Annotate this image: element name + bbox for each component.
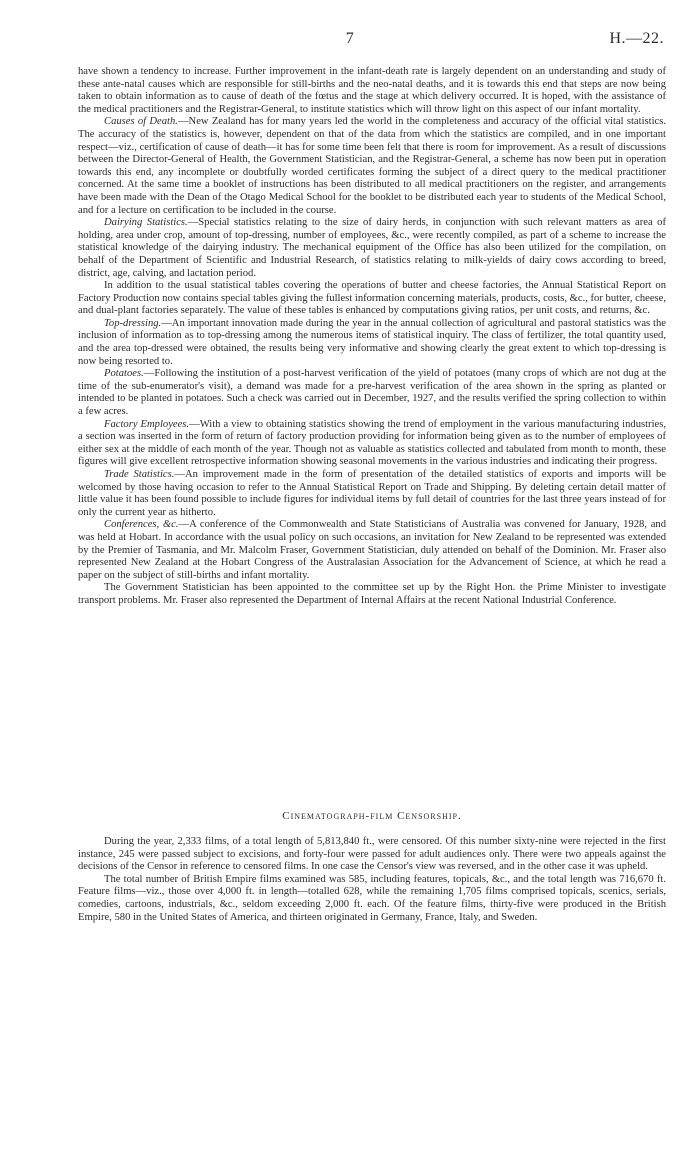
paragraph-dairying-statistics [78,217,666,280]
paragraph-causes-of-death [78,116,666,217]
paragraph-text: have shown a tendency to increase. Further improvement in the infant-death rate is largely dependent on an understanding and study of these ante-natal causes which are responsible for still-births and the neo-natal deaths, and it is towards this end that steps are now being taken to obtain information as to cause of death of the fœtus and the stage at which delivery occurred. It is hoped, with the assistance of the medical practitioners and the Registrar-General, to institute statistics which will throw light on this aspect of our infant mortality. [78,66,666,115]
paragraph-british-empire-films: The total number of British Empire films examined was 585, including features, topicals, &c., and the total length was 716,670 ft. Feature films—viz., those over 4,000 ft. in length—totalled 628, while the remaining 1,705 films comprised topicals, scenics, serials, comedies, cartoons, industrials, &c., seldom exceeding 2,000 ft. each. Of the feature films, thirty-five were produced in the British Empire, 580 in the United States of America, and thirteen originated in Germany, France, Italy, and Sweden. [78,873,666,923]
page-number: 7 [345,30,355,47]
paragraph-lead: Factory Employees. [104,418,190,430]
section-heading: Cinematograph-film Censorship. [282,810,462,822]
paragraph-lead: Causes of Death. [104,116,178,128]
paragraph-text: The Government Statistician has been appointed to the committee set up by the Right Hon. the Prime Minister to investigate transport problems. Mr. Fraser also represented the Department of Internal Affairs at the recent National Industrial Conference. [78,582,666,606]
paragraph-text: —An improvement made in the form of presentation of the detailed statistics of exports and imports will be welcomed by those having occasion to refer to the Annual Statistical Report on Trade and Shipping. By deleting certain detail matter of little value it has been found possible to include figures for individual items by full detail of countries for the last three years instead of for only the current year as hitherto. [78,469,666,518]
paragraph-trade-statistics [78,469,666,519]
paragraph-text: In addition to the usual statistical tables covering the operations of butter and cheese factories, the Annual Statistical Report on Factory Production now contains special tables giving the fullest information concerning materials, products, costs, &c., for butter, cheese, and dual-plant factories separately. The value of these tables is enhanced by computations giving ratios, per unit costs, and returns, &c. [78,280,666,317]
paragraph-text: —Special statistics relating to the size of dairy herds, in conjunction with such relevant matters as area of holding, area under crop, amount of top-dressing, number of employees, &c., were recently compiled, as part of a scheme to increase the statistical knowledge of the dairying industry. The mechanical equipment of the Office has also been utilized for the compilation, on behalf of the Department of Scientific and Industrial Research, of statistics relating to milk-yields of dairy cows according to breed, district, age, calving, and lactation period. [78,217,666,279]
paragraph-infant-mortality [78,66,666,116]
document-reference: H.—22. [609,30,664,47]
paragraph-lead: Trade Statistics. [104,469,175,480]
paragraph-potatoes [78,368,666,418]
paragraph-lead: Conferences, &c. [104,519,179,531]
paragraph-films-censored: During the year, 2,333 films, of a total length of 5,813,840 ft., were censored. Of this number sixty-nine were rejected in the first instance, 245 were passed subject to excisions, and forty-four were passed for adult audiences only. There were two appeals against the decisions of the Censor in reference to censored films. In one case the Censor's view was reversed, and in the other case it was upheld. [78,836,666,873]
paragraph-text: —An important innovation made during the year in the annual collection of agricultural and pastoral statistics was the inclusion of information as to top-dressing among the numerous items of statistical inquiry. The class of fertilizer, the total quantity used, and the area top-dressed were obtained, the results being very informative and showing clearly the great extent to which top-dressing is now being resorted to. [78,317,666,367]
paragraph-factory-production [78,280,666,318]
paragraph-lead: Top-dressing. [104,317,162,329]
censorship-section [78,836,666,924]
paragraph-factory-employees [78,419,666,469]
body-text [78,66,666,608]
paragraph-transport-committee [78,582,666,607]
paragraph-text: —Following the institution of a post-harvest verification of the yield of potatoes (many crops of which are not dug at the time of the sub-enumerator's visit), a demand was made for a pre-harvest verification of the area shown in the spring as planted or intended to be planted in potatoes. Such a check was carried out in December, 1927, and the results verified the spring collection to within a few acres. [78,368,666,418]
paragraph-lead: Dairying Statistics. [104,217,188,229]
paragraph-text: —A conference of the Commonwealth and State Statisticians of Australia was convened for January, 1928, and was held at Hobart. In accordance with the usual policy on such occasions, an invitation for New Zealand to be represented was extended by the Premier of Tasmania, and Mr. Malcolm Fraser, Government Statistician, duly attended on behalf of the Dominion. Mr. Fraser also represented New Zealand at the Hobart Congress of the Australasian Association for the Advancement of Science, at which he read a paper on the subject of still-births and infant mortality. [78,519,666,581]
paragraph-text: —With a view to obtaining statistics showing the trend of employment in the various manufacturing industries, a section was inserted in the form of return of factory production providing for information being given as to the number of employees of either sex at the middle of each month of the year. Though not as valuable as statistics collected and tabulated from month to month, these figures will give excellent retrospective information showing seasonal movements in the various industries and indicating their progress. [78,418,666,468]
paragraph-lead: Potatoes. [104,368,144,380]
paragraph-top-dressing [78,318,666,368]
paragraph-text: —New Zealand has for many years led the world in the completeness and accuracy of the official vital statistics. The accuracy of the statistics is, however, dependent on that of the data from which the statistics are compiled, and in one important respect—viz., certification of cause of death—it has for some time been felt that there is room for improvement. As a result of discussions between the Director-General of Health, the Government Statistician, and the Registrar-General, a scheme has now been put in operation towards this end, any incomplete or doubtfully worded certificates forming the subject of a direct query to the medical practitioner concerned. At the same time a booklet of instructions has been distributed to all medical practitioners on the register, and arrangements have been made with the Dean of the Otago Medical School for the booklet to be distributed each year to students of the Medical School, and for a lecture on certification to be included in the course. [78,116,666,216]
paragraph-conferences [78,519,666,582]
